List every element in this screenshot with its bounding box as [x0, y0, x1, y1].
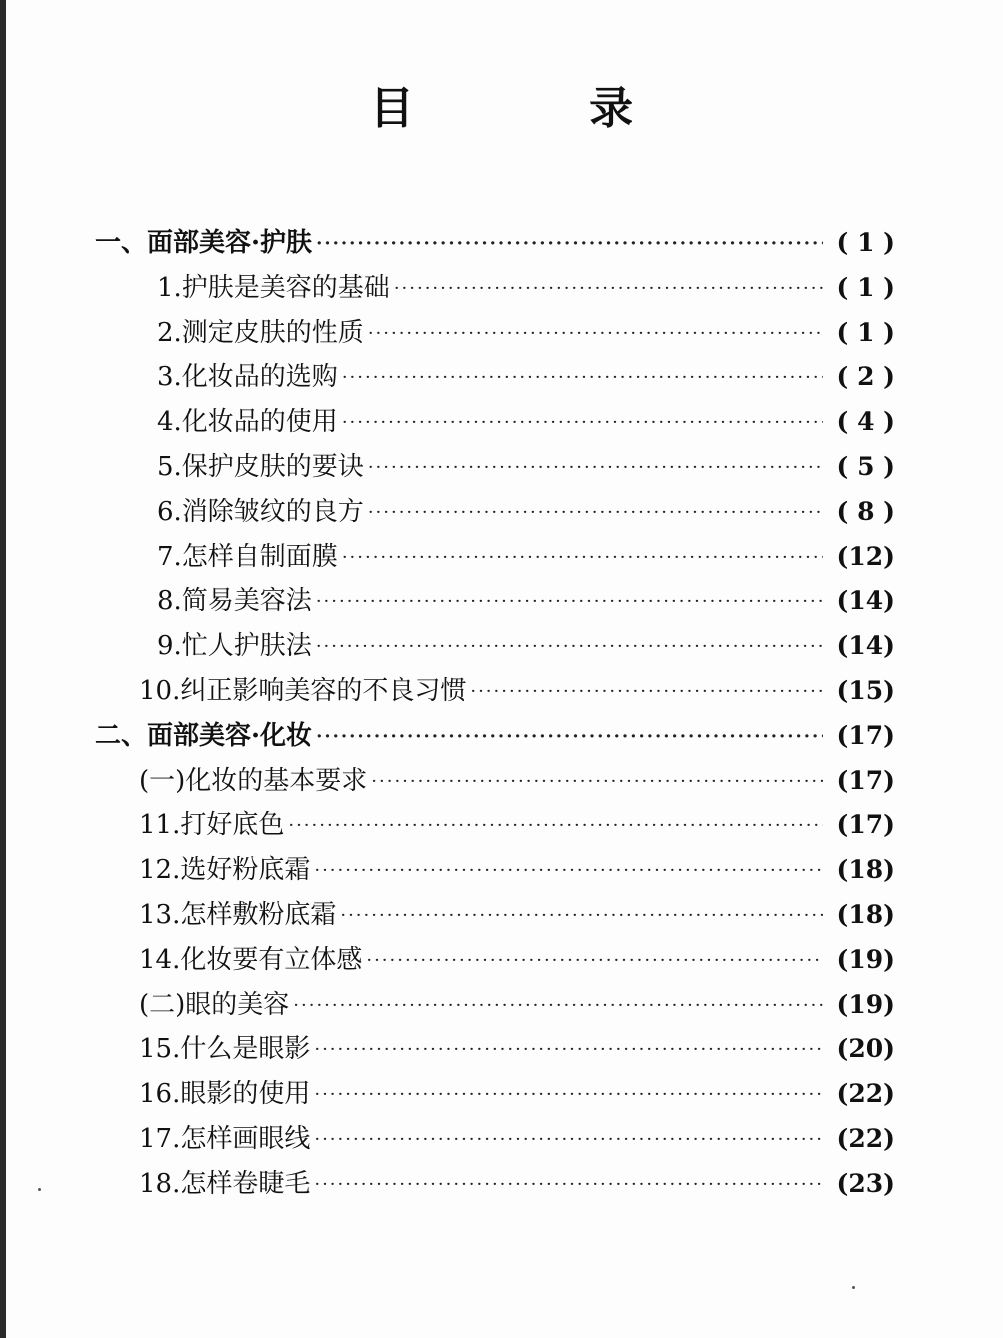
toc-entry-title: 15.什么是眼影 [139, 1034, 311, 1065]
toc-entry-title: 17.怎样画眼线 [139, 1123, 311, 1154]
scan-speck [852, 1286, 855, 1289]
toc-entry-title: 3.化妆品的选购 [157, 362, 338, 393]
toc-entry-title: 二、面部美容·化妆 [95, 720, 313, 751]
toc-dot-leader [342, 367, 823, 388]
toc-item-row [95, 312, 895, 357]
toc-page-number: ( 5 ) [836, 451, 895, 481]
toc-dot-leader [342, 547, 823, 568]
toc-dot-leader [366, 950, 823, 971]
toc-item-row [95, 446, 895, 491]
toc-dot-leader [316, 636, 823, 657]
toc-entry-title: 12.选好粉底霜 [139, 855, 311, 886]
scan-speck [38, 1188, 41, 1191]
toc-item-row [95, 1118, 895, 1163]
toc-entry-title: 6.消除皱纹的良方 [157, 496, 364, 527]
toc-item-row [95, 491, 895, 536]
toc-chapter-row [95, 715, 895, 760]
toc-item-row [95, 267, 895, 312]
toc-entry-title: 2.测定皮肤的性质 [157, 317, 364, 348]
toc-page-number: (17) [836, 810, 895, 840]
toc-item-row [95, 1073, 895, 1118]
toc-dot-leader [314, 1174, 823, 1195]
toc-dot-leader [314, 1129, 823, 1150]
toc-item-row [95, 1028, 895, 1073]
toc-dot-leader [316, 591, 823, 612]
toc-page-number: (14) [836, 631, 895, 661]
toc-item-row [95, 356, 895, 401]
toc-dot-leader [293, 995, 823, 1016]
toc-item-row [95, 804, 895, 849]
toc-entry-title: 8.简易美容法 [157, 586, 312, 617]
toc-section-row [95, 760, 895, 805]
toc-page-number: ( 2 ) [836, 362, 895, 392]
toc-page-number: (17) [836, 765, 895, 795]
toc-page-number: (15) [836, 675, 895, 705]
toc-entry-title: 10.纠正影响美容的不良习惯 [139, 675, 467, 706]
toc-entry-title: 5.保护皮肤的要诀 [157, 451, 364, 482]
toc-dot-leader [470, 681, 823, 702]
page-title: 目 录 [369, 83, 714, 134]
toc-chapter-row [95, 222, 895, 267]
toc-dot-leader [288, 815, 823, 836]
toc-dot-leader [316, 233, 823, 254]
toc-page-number: ( 8 ) [836, 496, 895, 526]
toc-item-row [95, 625, 895, 670]
toc-page-number: (20) [836, 1034, 895, 1064]
toc-entry-title: 16.眼影的使用 [139, 1079, 311, 1110]
toc-dot-leader [314, 1084, 823, 1105]
toc-page-number: ( 1 ) [836, 228, 895, 257]
toc-dot-leader [368, 457, 823, 478]
toc-page-number: ( 1 ) [836, 272, 895, 302]
toc-item-row [95, 580, 895, 625]
toc-page-number: (19) [836, 944, 895, 974]
toc-dot-leader [314, 1039, 823, 1060]
toc-item-row [95, 849, 895, 894]
toc-section-row [95, 984, 895, 1029]
toc-item-row [95, 1163, 895, 1208]
toc-entry-title: 18.怎样卷睫毛 [139, 1168, 311, 1199]
toc-item-row [95, 894, 895, 939]
toc-item-row [95, 939, 895, 984]
toc-page-number: (22) [836, 1123, 895, 1153]
toc-page-number: (18) [836, 899, 895, 929]
toc-dot-leader [394, 278, 823, 299]
toc-entry-title: 9.忙人护肤法 [157, 631, 312, 662]
table-of-contents [95, 222, 895, 1208]
toc-dot-leader [316, 726, 823, 747]
toc-dot-leader [371, 771, 823, 792]
toc-entry-title: 14.化妆要有立体感 [139, 944, 363, 975]
toc-dot-leader [368, 323, 823, 344]
toc-page-number: ( 4 ) [836, 407, 895, 437]
toc-entry-title: (一)化妆的基本要求 [139, 765, 368, 796]
toc-page-number: (23) [836, 1168, 895, 1198]
toc-page-number: (12) [836, 541, 895, 571]
toc-dot-leader [314, 860, 823, 881]
toc-page-number: (18) [836, 855, 895, 885]
toc-entry-title: 4.化妆品的使用 [157, 407, 338, 438]
toc-entry-title: 一、面部美容·护肤 [95, 228, 313, 258]
toc-page-number: (22) [836, 1079, 895, 1109]
toc-item-row [95, 536, 895, 581]
toc-entry-title: 1.护肤是美容的基础 [157, 272, 390, 303]
toc-dot-leader [340, 905, 823, 926]
toc-dot-leader [368, 502, 823, 523]
scan-edge [0, 0, 6, 1338]
toc-page-number: (17) [836, 720, 895, 750]
toc-page-number: (14) [836, 586, 895, 616]
toc-entry-title: 13.怎样敷粉底霜 [139, 899, 337, 930]
toc-page-number: (19) [836, 989, 895, 1019]
toc-page-number: ( 1 ) [836, 317, 895, 347]
toc-item-row [95, 401, 895, 446]
toc-entry-title: (二)眼的美容 [139, 989, 290, 1020]
toc-entry-title: 11.打好底色 [139, 810, 285, 841]
toc-entry-title: 7.怎样自制面膜 [157, 541, 338, 572]
toc-item-row [95, 670, 895, 715]
toc-dot-leader [342, 412, 823, 433]
